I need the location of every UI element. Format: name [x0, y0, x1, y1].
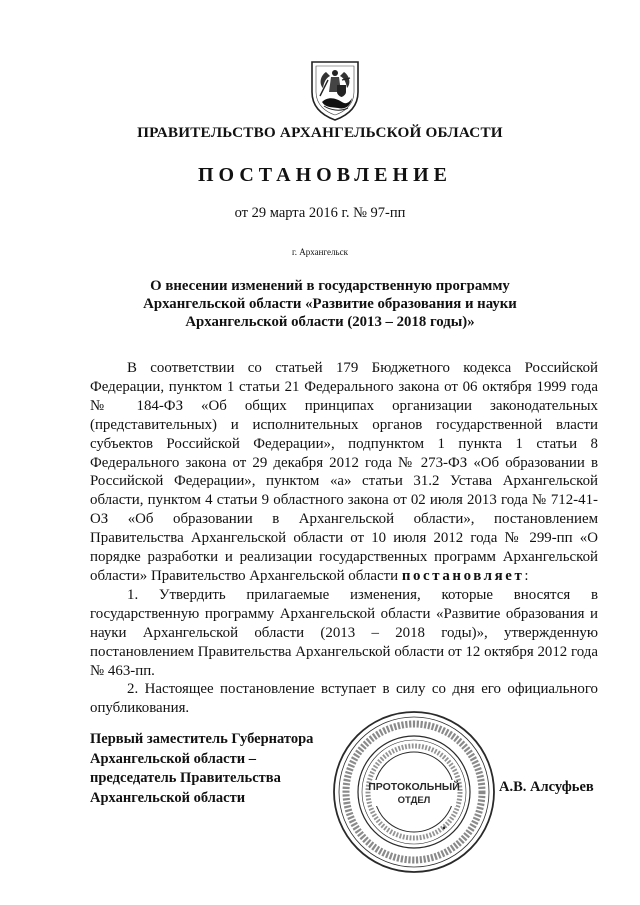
- signer-name: А.В. Алсуфьев: [499, 779, 594, 795]
- document-date-number: от 29 марта 2016 г. № 97-пп: [234, 205, 406, 221]
- preamble-paragraph: [90, 359, 598, 586]
- coat-of-arms-icon: [306, 58, 364, 122]
- government-title: ПРАВИТЕЛЬСТВО АРХАНГЕЛЬСКОЙ ОБЛАСТИ: [137, 124, 503, 141]
- subject-line: Архангельской области (2013 – 2018 годы)»: [185, 314, 475, 330]
- seal-center-text: ОТДЕЛ: [397, 795, 431, 806]
- document-subject: [80, 277, 580, 331]
- signer-position-line: Архангельской области –: [90, 750, 256, 767]
- clause-1: 1. Утвердить прилагаемые изменения, которые вносятся в государственную программу Архангельской области «Развитие образования и науки Архангельской области (2013 – 2018 годы)», утвержденную постановлением Правительства Архангельской области от 12 октября 2012 года № 463-пп.: [90, 586, 598, 679]
- resolves-keyword: постановляет: [401, 567, 525, 584]
- document-body: [90, 359, 598, 718]
- document-city: г. Архангельск: [292, 247, 348, 257]
- official-seal-stamp: [330, 708, 498, 876]
- signer-position: [90, 730, 313, 808]
- svg-text:·: ·: [440, 814, 448, 839]
- document-type: ПОСТАНОВЛЕНИЕ: [198, 164, 452, 186]
- signer-position-line: Первый заместитель Губернатора: [90, 731, 314, 747]
- subject-line: Архангельской области «Развитие образования и науки: [143, 296, 517, 312]
- subject-line: О внесении изменений в государственную программу: [150, 278, 510, 294]
- preamble-text: В соответствии со статьей 179 Бюджетного кодекса Российской Федерации, пунктом 1 статьи 21 Федерального закона от 06 октября 1999 года № 184-ФЗ «Об общих принципах организации законодательных (представительных) и исполнительных органов государственной власти субъектов Российской Федерации», подпунктом 1 пункта 1 статьи 8 Федерального закона от 29 декабря 2012 года № 273-ФЗ «Об образовании в Российской Федерации», пунктом «а» статьи 31.2 Устава Архангельской области, пунктом 4 статьи 9 областного закона от 02 июля 2013 года № 712-41-ОЗ «Об образовании в Архангельской области», постановлением Правительства Архангельской области от 10 июля 2012 года № 299-пп «О порядке разработки и реализации государственных программ Архангельской области» Правительство Архангельской области: [90, 360, 598, 584]
- clause-2: 2. Настоящее постановление вступает в силу со дня его официального опубликования.: [90, 681, 598, 717]
- preamble-end: :: [524, 567, 529, 584]
- seal-center-text: ПРОТОКОЛЬНЫЙ: [368, 781, 460, 793]
- signer-position-line: Архангельской области: [90, 789, 246, 806]
- signer-position-line: председатель Правительства: [90, 770, 281, 786]
